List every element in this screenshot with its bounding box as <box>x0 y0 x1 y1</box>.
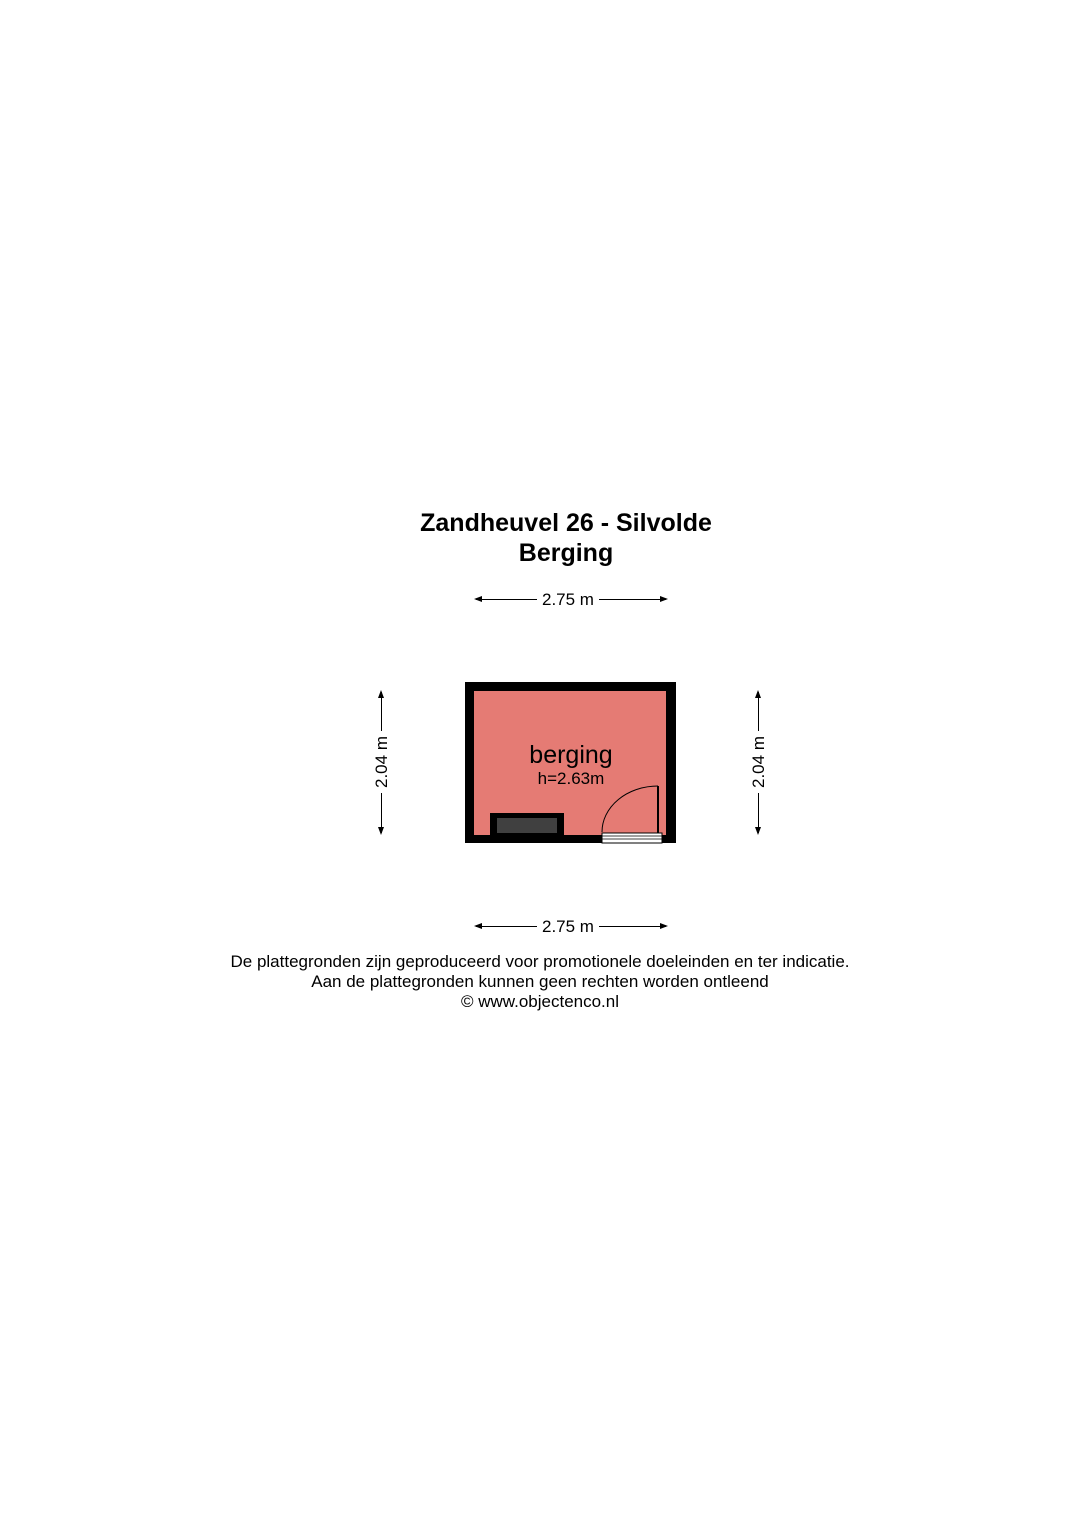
left-dimension-label: 2.04 m <box>372 731 392 793</box>
room-height-label: h=2.63m <box>537 769 605 788</box>
address-title: Zandheuvel 26 - Silvolde <box>420 509 712 537</box>
storage-fixture-inner <box>497 818 557 833</box>
floor-title: Berging <box>518 539 614 567</box>
top-dimension-label: 2.75 m <box>537 590 599 610</box>
copyright-line: © www.objectenco.nl <box>460 992 620 1011</box>
wall-top <box>465 682 676 691</box>
wall-bottom <box>465 835 602 843</box>
disclaimer-line-2: Aan de plattegronden kunnen geen rechten worden ontleend <box>311 972 769 991</box>
disclaimer-line-1: De plattegronden zijn geproduceerd voor promotionele doeleinden en ter indicatie. <box>230 952 850 971</box>
right-dimension-label: 2.04 m <box>749 731 769 793</box>
room-name-label: berging <box>529 741 613 769</box>
wall-bottom-stub <box>662 835 676 843</box>
bottom-dimension-label: 2.75 m <box>537 917 599 937</box>
door-threshold <box>602 833 662 843</box>
disclaimer-block <box>0 952 1080 1012</box>
